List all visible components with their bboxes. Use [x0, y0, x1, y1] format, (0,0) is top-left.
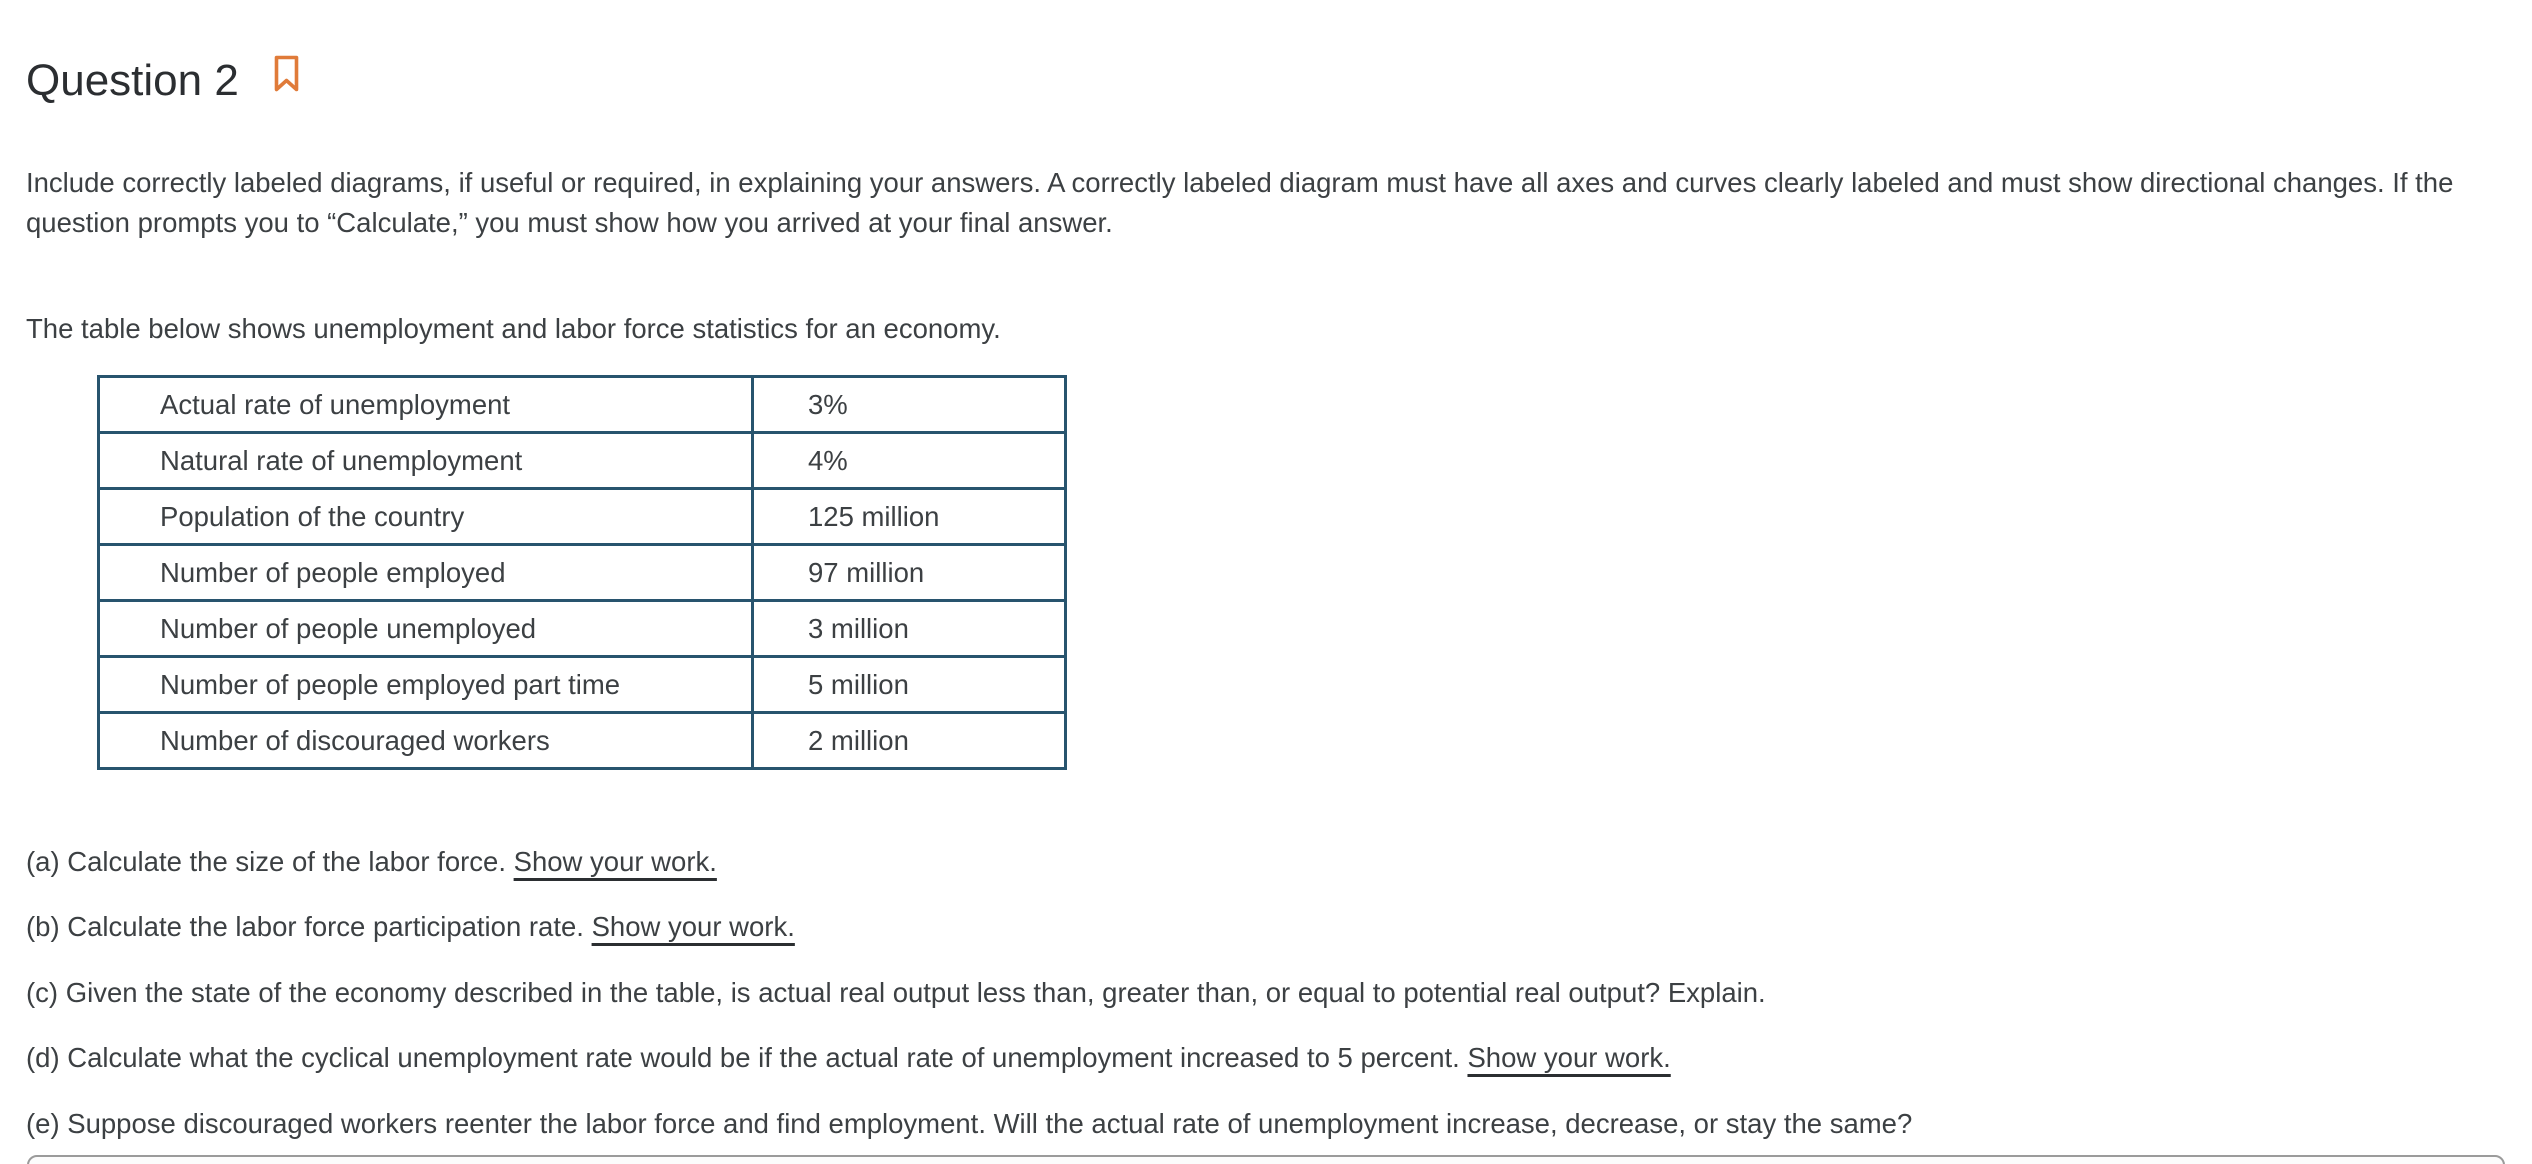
stat-label: Population of the country: [99, 489, 753, 545]
page-title: Question 2: [26, 56, 239, 105]
part-c-text: (c) Given the state of the economy described in the table, is actual real output less than, greater than, or equal to potential real output? Explain.: [26, 976, 1766, 1008]
stat-value: 125 million: [753, 489, 1066, 545]
table-row: [99, 601, 1066, 657]
part-c: [26, 960, 2498, 1026]
stat-label: Number of discouraged workers: [99, 713, 753, 769]
stat-label: Number of people employed part time: [99, 657, 753, 713]
stat-value: 3 million: [753, 601, 1066, 657]
stat-value: 4%: [753, 433, 1066, 489]
question-header: [26, 58, 300, 104]
stat-value: 3%: [753, 377, 1066, 433]
table-row: [99, 489, 1066, 545]
part-e-text: (e) Suppose discouraged workers reenter the labor force and find employment. Will the actual rate of unemployment increase, decrease, or stay the same?: [26, 1107, 1913, 1139]
table-row: [99, 433, 1066, 489]
table-row: [99, 545, 1066, 601]
part-b-show-your-work: Show your work.: [591, 911, 795, 943]
stat-label: Natural rate of unemployment: [99, 433, 753, 489]
response-input[interactable]: [27, 1155, 2505, 1164]
table-row: [99, 657, 1066, 713]
question-parts: [26, 829, 2498, 1157]
stat-label: Number of people unemployed: [99, 601, 753, 657]
stat-label: Actual rate of unemployment: [99, 377, 753, 433]
table-intro-text: The table below shows unemployment and labor force statistics for an economy.: [26, 313, 1001, 344]
stat-value: 5 million: [753, 657, 1066, 713]
bookmark-icon[interactable]: [273, 55, 300, 93]
stat-value: 97 million: [753, 545, 1066, 601]
table-row: [99, 713, 1066, 769]
unemployment-stats-table: [97, 375, 1067, 770]
part-e: [26, 1091, 2498, 1157]
directions-text: Include correctly labeled diagrams, if useful or required, in explaining your answers. A correctly labeled diagram must have all axes and curves clearly labeled and must show directional changes. If the question prompts you to “Calculate,” you must show how you arrived at your final answer.: [26, 167, 2454, 238]
part-b-text: (b) Calculate the labor force participation rate.: [26, 911, 592, 943]
table-row: [99, 377, 1066, 433]
stat-label: Number of people employed: [99, 545, 753, 601]
part-d: [26, 1026, 2498, 1092]
part-a-show-your-work: Show your work.: [513, 845, 717, 877]
part-a-text: (a) Calculate the size of the labor force.: [26, 845, 514, 877]
part-d-text: (d) Calculate what the cyclical unemployment rate would be if the actual rate of unemployment increased to 5 percent.: [26, 1042, 1468, 1074]
part-b: [26, 895, 2498, 961]
part-d-show-your-work: Show your work.: [1467, 1042, 1671, 1074]
stat-value: 2 million: [753, 713, 1066, 769]
part-a: [26, 829, 2498, 895]
